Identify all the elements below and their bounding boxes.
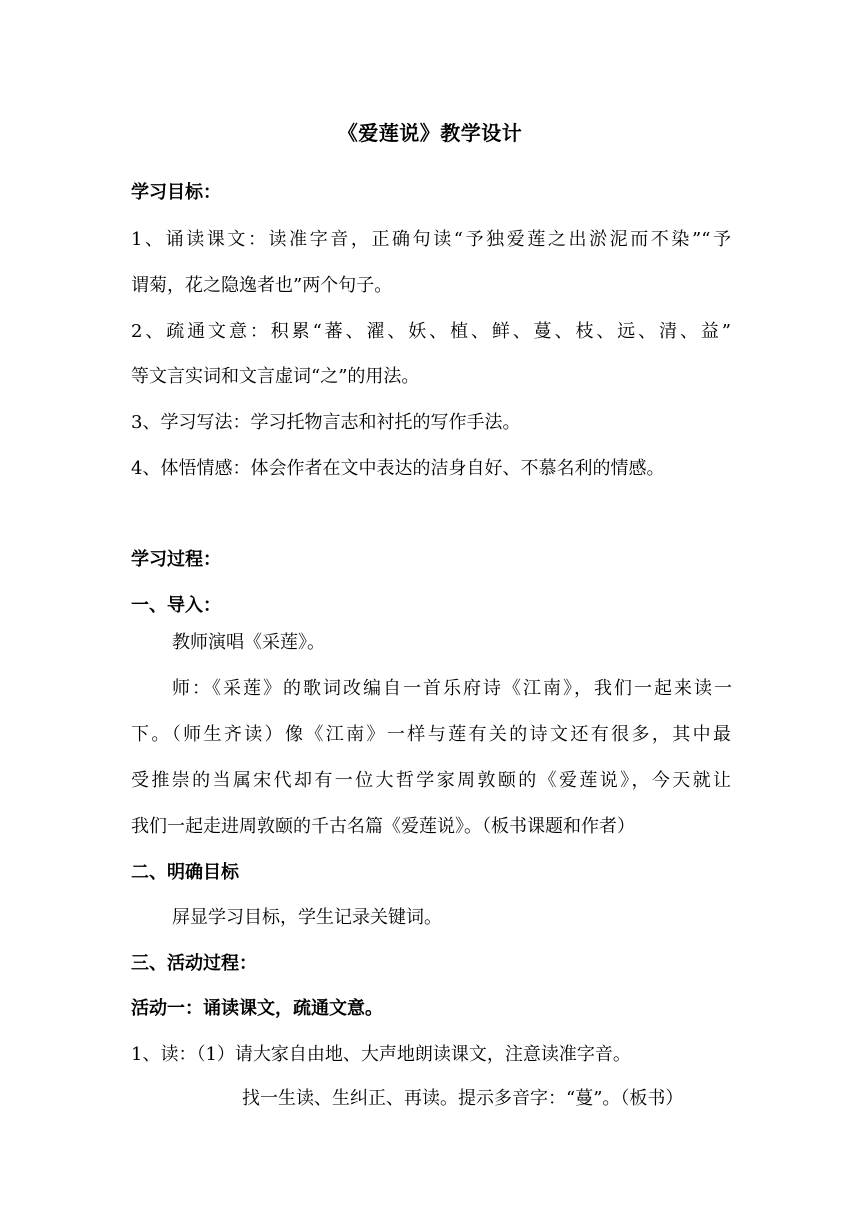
activity1-line: 1、读：（1）请大家自由地、大声地朗读课文，注意读准字音。	[131, 1044, 631, 1065]
step1-line: 下。（师生齐读）像《江南》一样与莲有关的诗文还有很多，其中最	[131, 724, 731, 745]
step1-line: 我们一起走进周敦颐的千古名篇《爱莲说》。（板书课题和作者）	[131, 816, 635, 837]
step3-heading: 三、活动过程：	[131, 953, 257, 974]
document-title: 《爱莲说》教学设计	[337, 121, 523, 145]
objective-line: 4、体悟情感：体会作者在文中表达的洁身自好、不慕名利的情感。	[131, 458, 665, 479]
activity1-heading: 活动一：诵读课文，疏通文意。	[131, 998, 383, 1019]
step1-heading: 一、导入：	[131, 595, 221, 616]
objective-line: 3、学习写法：学习托物言志和衬托的写作手法。	[131, 412, 521, 433]
step2-line: 屏显学习目标，学生记录关键词。	[172, 907, 442, 928]
step2-heading: 二、明确目标	[131, 862, 239, 883]
step1-line: 受推崇的当属宋代却有一位大哲学家周敦颐的《爱莲说》，今天就让	[131, 770, 731, 791]
objective-line: 2、疏通文意：积累“蕃、濯、妖、植、鲜、蔓、枝、远、清、益”	[131, 321, 731, 342]
objective-line: 谓菊，花之隐逸者也”两个句子。	[131, 275, 393, 296]
objectives-heading: 学习目标：	[131, 182, 221, 203]
step1-line: 教师演唱《采莲》。	[172, 632, 325, 653]
objective-line: 等文言实词和文言虚词“之”的用法。	[131, 366, 420, 387]
step1-line: 师：《采莲》的歌词改编自一首乐府诗《江南》，我们一起来读一	[172, 678, 732, 699]
activity1-line: 找一生读、生纠正、再读。提示多音字：“蔓”。（板书）	[242, 1088, 684, 1109]
objective-line: 1、诵读课文：读准字音，正确句读“予独爱莲之出淤泥而不染”“予	[131, 229, 731, 250]
process-heading: 学习过程：	[131, 549, 221, 570]
